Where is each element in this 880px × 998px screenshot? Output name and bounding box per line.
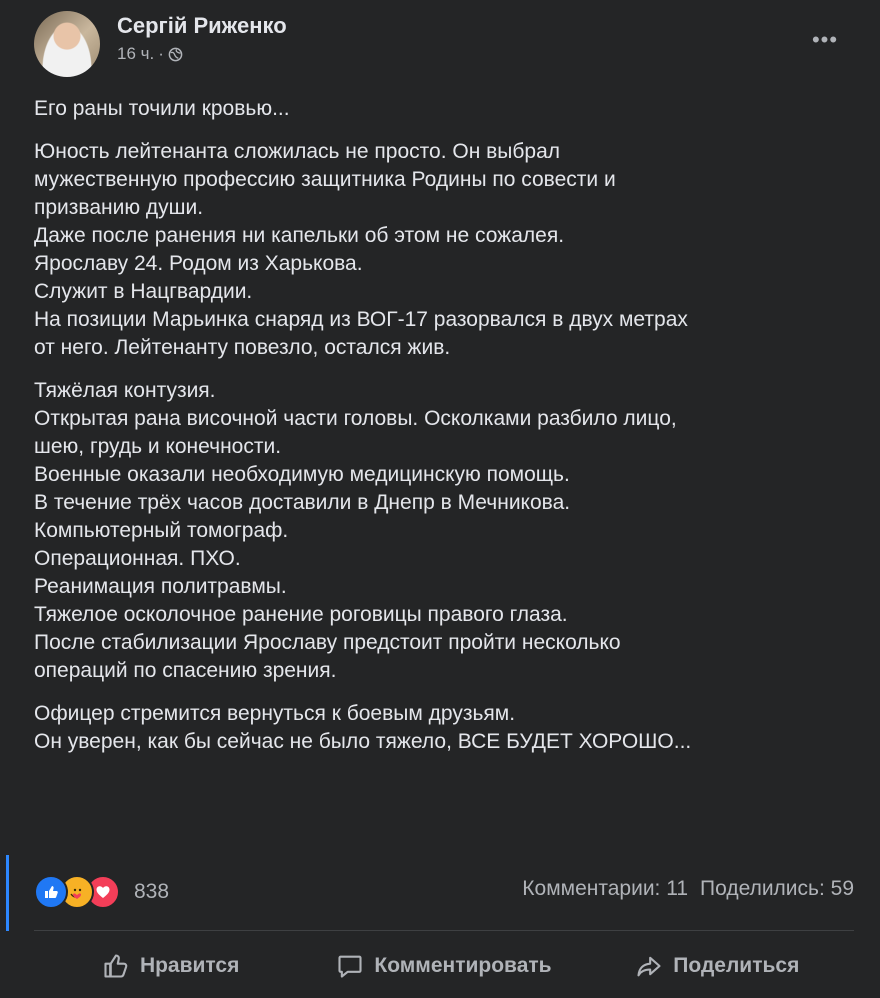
comments-count[interactable]: Комментарии: 11 (522, 877, 689, 900)
post-text-line: Юность лейтенанта сложилась не просто. Он выбрал (34, 140, 561, 163)
engagement-stats (522, 877, 854, 901)
meta-separator: · (158, 44, 164, 63)
post-text-line: от него. Лейтенанту повезло, остался жив. (34, 336, 451, 359)
reaction-count: 838 (134, 880, 170, 903)
accent-bar (6, 855, 9, 931)
post-meta (117, 44, 183, 64)
post-text-line: Даже после ранения ни капельки об этом не сожалея. (34, 224, 565, 247)
share-arrow-icon (635, 952, 663, 980)
post-text-line: Реанимация политравмы. (34, 575, 287, 598)
post-text-line: шею, грудь и конечности. (34, 435, 282, 458)
post-paragraph (34, 700, 864, 756)
post-text-line: В течение трёх часов доставили в Днепр в Мечникова. (34, 491, 571, 514)
post-text-line: Открытая рана височной части головы. Осколками разбило лицо, (34, 407, 677, 430)
comment-icon (336, 952, 364, 980)
comment-button[interactable] (307, 938, 580, 994)
post-text-line: Ярославу 24. Родом из Харькова. (34, 252, 363, 275)
more-dots-icon: ••• (811, 27, 839, 52)
more-options-button[interactable] (808, 23, 842, 57)
like-button[interactable] (34, 938, 307, 994)
post-text-line: операций по спасению зрения. (34, 659, 337, 682)
post-text-line: Служит в Нацгвардии. (34, 280, 253, 303)
post-text-line: После стабилизации Ярославу предстоит пройти несколько (34, 631, 621, 654)
author-avatar[interactable] (34, 11, 100, 77)
thumbs-up-icon (102, 952, 130, 980)
post-paragraph (34, 377, 864, 685)
post-header (34, 11, 864, 81)
post-text-line: Тяжелое осколочное ранение роговицы правого глаза. (34, 603, 568, 626)
post-text (34, 95, 864, 771)
post-text-line: призванию души. (34, 196, 204, 219)
post-text-line: На позиции Марьинка снаряд из ВОГ-17 разорвался в двух метрах (34, 308, 688, 331)
post-text-line: Операционная. ПХО. (34, 547, 241, 570)
actions-divider (34, 930, 854, 931)
post-paragraph (34, 138, 864, 362)
post-text-line: Тяжёлая контузия. (34, 379, 216, 402)
post-text-line: Военные оказали необходимую медицинскую помощь. (34, 463, 570, 486)
share-label: Поделиться (673, 954, 800, 977)
post-stats (34, 870, 854, 910)
post-text-line: мужественную профессию защитника Родины по совести и (34, 168, 616, 191)
post-text-line: Компьютерный томограф. (34, 519, 289, 542)
share-button[interactable] (581, 938, 854, 994)
reactions-summary[interactable] (34, 875, 169, 909)
author-name[interactable]: Сергій Риженко (117, 13, 287, 38)
shares-count[interactable]: Поделились: 59 (700, 877, 854, 900)
post-text-line: Он уверен, как бы сейчас не было тяжело, ВСЕ БУДЕТ ХОРОШО... (34, 730, 692, 753)
globe-icon (168, 47, 183, 62)
post-time[interactable]: 16 ч. (117, 44, 155, 63)
post-text-line: Его раны точили кровью... (34, 97, 290, 120)
post-actions (34, 938, 854, 994)
like-label: Нравится (139, 954, 240, 977)
post-text-line: Офицер стремится вернуться к боевым друзьям. (34, 702, 516, 725)
like-reaction-icon (34, 875, 68, 909)
post-paragraph (34, 95, 864, 123)
comment-label: Комментировать (374, 954, 552, 977)
